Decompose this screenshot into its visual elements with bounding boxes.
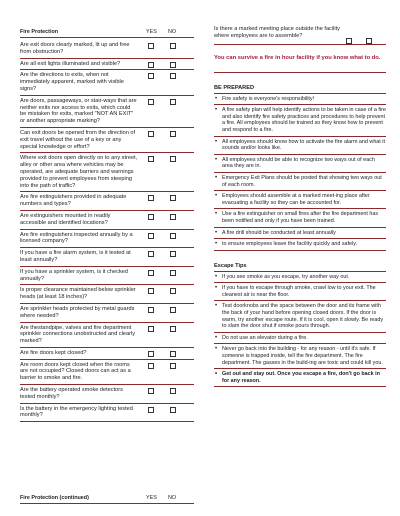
question-text: Are room doors kept closed when the rooms are not occupied? Closed doors can act as a barrier to smoke and fire. [20, 361, 131, 382]
escape-tips-list [214, 272, 386, 388]
continued-title: Fire Protection (continued) [20, 495, 89, 501]
question-text: Are fire extinguishers inspected annually by a licensed company? [20, 231, 133, 245]
question-text: Is the battery in the emergency lighting tested monthly? [20, 405, 133, 419]
yes-checkbox[interactable] [148, 288, 154, 294]
checklist-question [20, 348, 194, 360]
list-item: • All employees should know how to activate the fire alarm and what it sounds and/or looks like. [214, 137, 386, 155]
yes-checkbox[interactable] [148, 363, 154, 369]
checklist-question [20, 248, 194, 267]
checklist-column [20, 26, 194, 422]
final-tip: • Get out and stay out. Once you escape a fire, don't go back in for any reason. [214, 369, 386, 387]
no-checkbox[interactable] [170, 388, 176, 394]
list-item: • All employees should be able to recognize two ways out of each area they are in. [214, 155, 386, 173]
list-item: • If you see smoke as you escape, try another way out. [214, 272, 386, 284]
no-checkbox[interactable] [170, 233, 176, 239]
list-item: • If you have to escape through smoke, crawl low to your exit. The cleanest air is near the floor. [214, 283, 386, 301]
no-column-label: NO [168, 495, 177, 501]
question-text: If you have a fire alarm system, is it tested at least annually? [20, 250, 131, 263]
continued-header [20, 492, 194, 504]
checklist-question [20, 230, 194, 249]
checklist-question [20, 323, 194, 348]
question-text: Are fire extinguishers provided in adequate numbers and types? [20, 194, 127, 208]
question-text: Are fire doors kept closed? [20, 349, 87, 356]
no-checkbox[interactable] [170, 251, 176, 257]
yes-checkbox[interactable] [148, 251, 154, 257]
list-item: • Test doorknobs and the space between the door and its frame with the back of your hand before opening closed doors. If the door is warm, try another escape route. If it is cool, open it slowly. Be ready to slam the door shut if smoke pours through. [214, 301, 386, 332]
yes-checkbox[interactable] [148, 270, 154, 276]
no-checkbox[interactable] [170, 73, 176, 79]
section-title: Fire Protection [20, 29, 59, 35]
question-text: Is proper clearance maintained below sprinkler heads (at least 18 inches)? [20, 287, 136, 301]
no-checkbox[interactable] [170, 326, 176, 332]
continued-label: (continued) [59, 495, 89, 501]
no-checkbox[interactable] [170, 288, 176, 294]
no-checkbox[interactable] [170, 214, 176, 220]
list-item: • Fire safety is everyone's responsibility! [214, 94, 386, 106]
question-text: Where exit doors open directly on to any street, alley or other area where vehicles may be operated, are adequate barriers and warnings provided to prevent employees from steeping into the path of traffic? [20, 155, 138, 189]
checklist-question [20, 404, 194, 423]
yes-checkbox[interactable] [148, 407, 154, 413]
question-text: Can exit doors be opened from the direction of exit travel without the use of a key or any special knowledge or effort? [20, 129, 136, 150]
yes-column-label: YES [146, 495, 157, 501]
checklist-question [20, 267, 194, 286]
no-checkbox[interactable] [170, 363, 176, 369]
question-list [20, 40, 194, 422]
list-item: • Use a fire extinguisher on small fires after the fire department has been notified and only if you have been trained. [214, 209, 386, 227]
list-item: • Emergency Exit Plans should be posted that showing two ways out of each room. [214, 173, 386, 191]
no-checkbox[interactable] [170, 351, 176, 357]
yes-checkbox[interactable] [148, 388, 154, 394]
yes-checkbox[interactable] [148, 351, 154, 357]
yes-checkbox[interactable] [148, 195, 154, 201]
list-item: • Do not use an elevator during a fire. [214, 333, 386, 345]
yes-checkbox[interactable] [148, 326, 154, 332]
checklist-question [20, 211, 194, 230]
list-item: • A fire drill should be conducted at least annually [214, 228, 386, 240]
question-text: If you have a sprinkler system, is it checked annually? [20, 268, 128, 282]
no-checkbox[interactable] [170, 156, 176, 162]
yes-checkbox[interactable] [346, 38, 352, 44]
checklist-question [20, 285, 194, 304]
list-item: • Never go back into the building - for any reason - until it's safe. If someone is trapped inside, tell the fire department. The fire department. The gasses in the build-ing are toxic and could kill you. [214, 344, 386, 369]
list-item: • Employees should assemble at a marked meet-ing place after evacuating a facility so they can be accounted for. [214, 191, 386, 209]
no-checkbox[interactable] [170, 131, 176, 137]
question-text: Are exit doors clearly marked, lit up and free from obstruction? [20, 42, 130, 55]
checklist-question [20, 304, 194, 323]
question-text: Are all exit lights illuminated and visible? [20, 60, 121, 67]
checklist-question [20, 192, 194, 211]
checklist-question [20, 59, 194, 71]
no-checkbox[interactable] [170, 99, 176, 105]
list-item: • to ensure employees leave the facility quickly and safely. [214, 239, 386, 251]
no-checkbox[interactable] [170, 270, 176, 276]
info-column [214, 26, 386, 387]
checklist-question [20, 96, 194, 128]
no-checkbox[interactable] [366, 38, 372, 44]
be-prepared-title: BE PREPARED [214, 85, 386, 94]
question-text: Are doors, passageways, or stair-ways that are neither exits nor access to exits, which could be mistaken for exits, marked "NOT AN EXIT" or another appropriate marking? [20, 97, 137, 125]
yes-checkbox[interactable] [148, 233, 154, 239]
question-text: Are the directions to exits, when not immediately apparent, marked with visible signs? [20, 72, 124, 92]
question-text: Is there a marked meeting place outside the facility where employees are to assemble? [214, 26, 340, 39]
yes-checkbox[interactable] [148, 131, 154, 137]
question-text: Are sprinkler heads protected by metal guards where needed? [20, 305, 135, 319]
checklist-question [20, 153, 194, 192]
no-column-label: NO [168, 29, 177, 35]
yes-checkbox[interactable] [148, 99, 154, 105]
yes-checkbox[interactable] [148, 73, 154, 79]
checklist-header [20, 26, 194, 38]
yes-column-label: YES [146, 29, 157, 35]
yes-checkbox[interactable] [148, 43, 154, 49]
yes-checkbox[interactable] [148, 307, 154, 313]
be-prepared-list [214, 94, 386, 251]
checklist-question [214, 26, 386, 45]
no-checkbox[interactable] [170, 307, 176, 313]
question-text: Are the battery operated smoke detectors tested monthly? [20, 387, 123, 400]
checklist-question [20, 70, 194, 95]
no-checkbox[interactable] [170, 43, 176, 49]
yes-checkbox[interactable] [148, 156, 154, 162]
checklist-question [20, 128, 194, 153]
yes-checkbox[interactable] [148, 62, 154, 68]
checklist-question [20, 360, 194, 385]
checklist-question [20, 385, 194, 404]
yes-checkbox[interactable] [148, 214, 154, 220]
no-checkbox[interactable] [170, 407, 176, 413]
no-checkbox[interactable] [170, 62, 176, 68]
list-item: • A fire safety plan will help identify actions to be taken in case of a fire and also identify fire safety practices and procedures to help prevent a fire. All employees should be trained so they know how to prevent and respond to a fire. [214, 105, 386, 136]
warning-text: You can survive a fire in hour facility if you know what to do. [214, 55, 386, 73]
checklist-question [20, 40, 194, 59]
question-text: Are thestandpipe, valves and fire department sprinkler connections unobstructed and clearly marked? [20, 324, 136, 345]
escape-tips-title: Escape Tips [214, 263, 386, 272]
no-checkbox[interactable] [170, 195, 176, 201]
question-text: Are extinguishers mounted in readily accessible and identified locations? [20, 212, 111, 226]
